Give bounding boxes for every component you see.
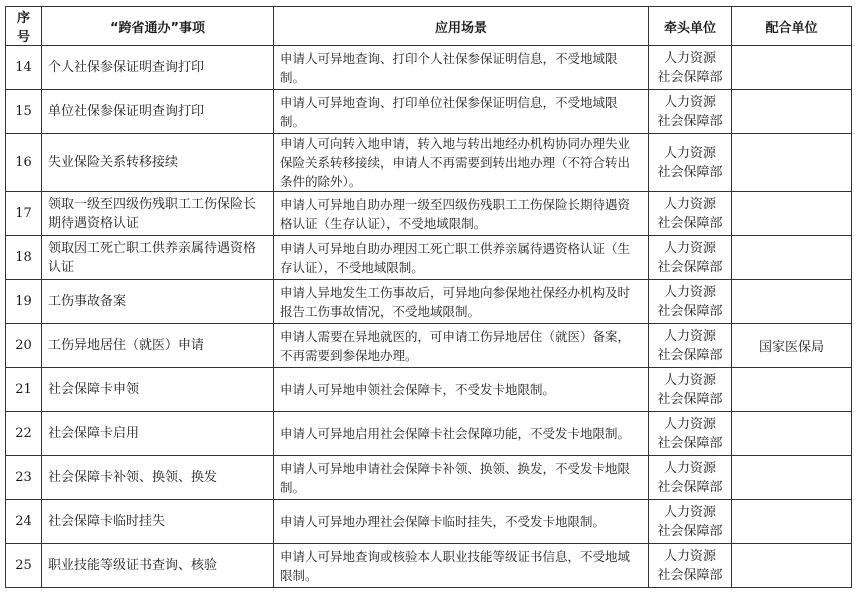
row-item: 个人社保参保证明查询打印	[42, 46, 274, 90]
row-lead-unit	[649, 500, 732, 544]
row-number: 24	[6, 500, 42, 544]
table-row	[6, 544, 852, 588]
row-scene: 申请人可异地自助办理因工死亡职工供养亲属待遇资格认证（生存认证），不受地域限制。	[274, 236, 649, 280]
row-scene: 申请人异地发生工伤事故后，可异地向参保地社保经办机构及时报告工伤事故情况，不受地域限制。	[274, 280, 649, 324]
lead-unit-line-2: 社会保障部	[657, 391, 723, 407]
table-row	[6, 46, 852, 90]
row-lead-unit	[649, 46, 732, 90]
row-scene: 申请人可异地启用社会保障卡社会保障功能，不受发卡地限制。	[274, 412, 649, 456]
row-item: 领取一级至四级伤残职工工伤保险长期待遇资格认证	[42, 192, 274, 236]
table-row	[6, 192, 852, 236]
table-row	[6, 500, 852, 544]
row-scene: 申请人可异地查询、打印个人社保参保证明信息，不受地域限制。	[274, 46, 649, 90]
table-row	[6, 412, 852, 456]
lead-unit-line-1: 人力资源	[663, 94, 716, 110]
row-scene: 申请人需要在异地就医的，可申请工伤异地居住（就医）备案，不再需要到参保地办理。	[274, 324, 649, 368]
lead-unit-line-2: 社会保障部	[657, 567, 723, 583]
row-item: 社会保障卡临时挂失	[42, 500, 274, 544]
row-number: 19	[6, 280, 42, 324]
row-lead-unit	[649, 134, 732, 192]
row-item: 单位社保参保证明查询打印	[42, 90, 274, 134]
row-number: 21	[6, 368, 42, 412]
row-number: 20	[6, 324, 42, 368]
row-lead-unit	[649, 456, 732, 500]
row-scene: 申请人可异地查询、打印单位社保参保证明信息，不受地域限制。	[274, 90, 649, 134]
header-no: 序号	[6, 7, 42, 46]
row-coop-unit	[732, 192, 852, 236]
lead-unit-line-2: 社会保障部	[657, 523, 723, 539]
table-row	[6, 236, 852, 280]
lead-unit-line-1: 人力资源	[663, 196, 716, 212]
row-item: 工伤异地居住（就医）申请	[42, 324, 274, 368]
services-table	[5, 6, 852, 588]
row-coop-unit	[732, 544, 852, 588]
lead-unit-line-2: 社会保障部	[657, 259, 723, 275]
table-header	[6, 7, 852, 46]
row-item: 领取因工死亡职工供养亲属待遇资格认证	[42, 236, 274, 280]
lead-unit-line-2: 社会保障部	[657, 164, 723, 180]
header-scene: 应用场景	[274, 7, 649, 46]
row-number: 22	[6, 412, 42, 456]
row-coop-unit	[732, 280, 852, 324]
table-row	[6, 368, 852, 412]
lead-unit-line-2: 社会保障部	[657, 479, 723, 495]
row-item: 社会保障卡启用	[42, 412, 274, 456]
header-item: “跨省通办”事项	[42, 7, 274, 46]
lead-unit-line-1: 人力资源	[663, 284, 716, 300]
row-number: 23	[6, 456, 42, 500]
row-item: 工伤事故备案	[42, 280, 274, 324]
lead-unit-line-2: 社会保障部	[657, 347, 723, 363]
row-coop-unit	[732, 456, 852, 500]
table-row	[6, 324, 852, 368]
row-scene: 申请人可异地申请社会保障卡补领、换领、换发，不受发卡地限制。	[274, 456, 649, 500]
lead-unit-line-2: 社会保障部	[657, 435, 723, 451]
row-coop-unit	[732, 236, 852, 280]
row-lead-unit	[649, 90, 732, 134]
row-scene: 申请人可异地办理社会保障卡临时挂失，不受发卡地限制。	[274, 500, 649, 544]
row-item: 职业技能等级证书查询、核验	[42, 544, 274, 588]
table-row	[6, 456, 852, 500]
row-number: 14	[6, 46, 42, 90]
lead-unit-line-1: 人力资源	[663, 504, 716, 520]
lead-unit-line-2: 社会保障部	[657, 215, 723, 231]
row-number: 17	[6, 192, 42, 236]
row-item: 失业保险关系转移接续	[42, 134, 274, 192]
row-coop-unit	[732, 500, 852, 544]
row-item: 社会保障卡补领、换领、换发	[42, 456, 274, 500]
row-lead-unit	[649, 236, 732, 280]
row-number: 18	[6, 236, 42, 280]
row-coop-unit	[732, 412, 852, 456]
lead-unit-line-1: 人力资源	[663, 145, 716, 161]
row-lead-unit	[649, 192, 732, 236]
lead-unit-line-1: 人力资源	[663, 548, 716, 564]
header-coop: 配合单位	[732, 7, 852, 46]
lead-unit-line-2: 社会保障部	[657, 113, 723, 129]
document-page	[5, 6, 851, 588]
lead-unit-line-1: 人力资源	[663, 416, 716, 432]
row-coop-unit	[732, 46, 852, 90]
table-row	[6, 280, 852, 324]
table-row	[6, 90, 852, 134]
row-lead-unit	[649, 368, 732, 412]
row-lead-unit	[649, 324, 732, 368]
table-row	[6, 134, 852, 192]
header-row	[6, 7, 852, 46]
lead-unit-line-1: 人力资源	[663, 50, 716, 66]
row-coop-unit	[732, 368, 852, 412]
row-lead-unit	[649, 544, 732, 588]
row-item: 社会保障卡申领	[42, 368, 274, 412]
row-scene: 申请人可异地查询或核验本人职业技能等级证书信息，不受地域限制。	[274, 544, 649, 588]
lead-unit-line-1: 人力资源	[663, 460, 716, 476]
lead-unit-line-1: 人力资源	[663, 240, 716, 256]
row-number: 25	[6, 544, 42, 588]
row-lead-unit	[649, 280, 732, 324]
row-coop-unit: 国家医保局	[732, 324, 852, 368]
row-lead-unit	[649, 412, 732, 456]
row-scene: 申请人可异地申领社会保障卡，不受发卡地限制。	[274, 368, 649, 412]
row-scene: 申请人可异地自助办理一级至四级伤残职工工伤保险长期待遇资格认证（生存认证），不受地域限制。	[274, 192, 649, 236]
header-lead: 牵头单位	[649, 7, 732, 46]
lead-unit-line-2: 社会保障部	[657, 303, 723, 319]
lead-unit-line-1: 人力资源	[663, 328, 716, 344]
lead-unit-line-1: 人力资源	[663, 372, 716, 388]
row-scene: 申请人可向转入地申请，转入地与转出地经办机构协同办理失业保险关系转移接续，申请人不再需要到转出地办理（不符合转出条件的除外）。	[274, 134, 649, 192]
row-coop-unit	[732, 134, 852, 192]
row-number: 15	[6, 90, 42, 134]
row-number: 16	[6, 134, 42, 192]
lead-unit-line-2: 社会保障部	[657, 69, 723, 85]
table-body	[6, 46, 852, 588]
row-coop-unit	[732, 90, 852, 134]
